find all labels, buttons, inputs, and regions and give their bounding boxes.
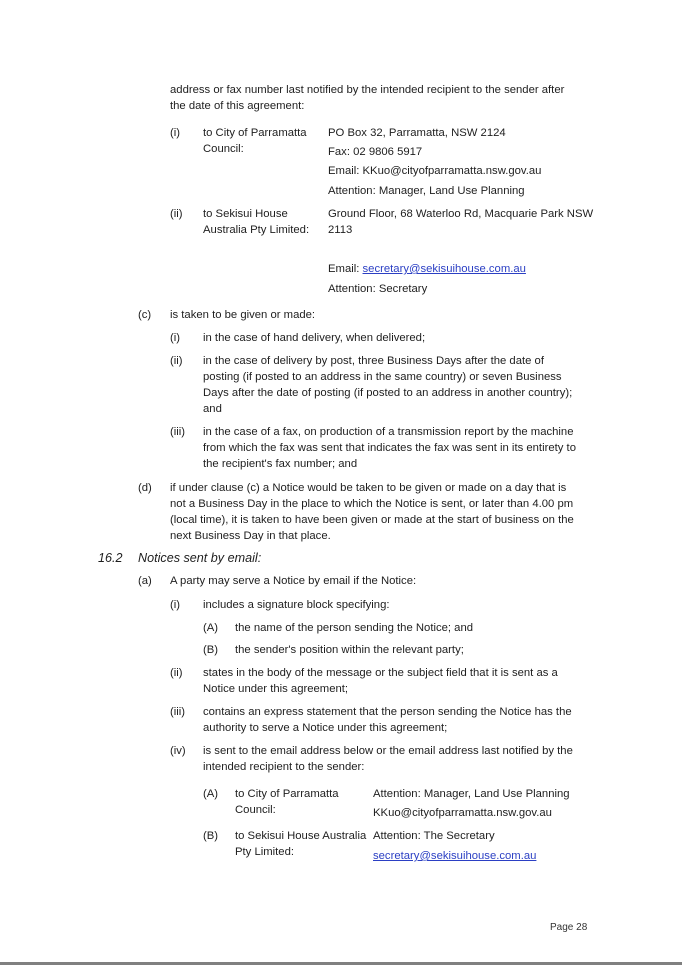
clause-text: A party may serve a Notice by email if the Notice: xyxy=(170,575,417,587)
recipient-email-line xyxy=(328,261,526,277)
clause-label: (c) xyxy=(138,309,152,321)
intro-line: address or fax number last notified by the intended recipient to the sender after xyxy=(170,84,565,96)
recipient-email: KKuo@cityofparramatta.nsw.gov.au xyxy=(373,807,552,819)
email-prefix: Email: xyxy=(328,263,363,275)
recipient-name: Council: xyxy=(235,804,276,816)
sublist-text: the name of the person sending the Notice; and xyxy=(235,622,474,634)
sublist-label: (A) xyxy=(203,788,219,800)
section-title: Notices sent by email: xyxy=(138,551,262,565)
list-label: (i) xyxy=(170,599,181,611)
sublist-label: (A) xyxy=(203,622,219,634)
clause-text: next Business Day in that place. xyxy=(170,530,331,542)
list-label: (iii) xyxy=(170,706,186,718)
clause-text: is taken to be given or made: xyxy=(170,309,316,321)
list-text: states in the body of the message or the subject field that it is sent as a xyxy=(203,667,558,679)
list-label: (i) xyxy=(170,332,181,344)
sublist-label: (B) xyxy=(203,830,219,842)
list-text: from which the fax was sent that indicates the fax was sent in its entirety to xyxy=(203,442,576,454)
list-label: (i) xyxy=(170,127,181,139)
list-text: is sent to the email address below or the email address last notified by the xyxy=(203,745,573,757)
recipient-address: Ground Floor, 68 Waterloo Rd, Macquarie Park NSW xyxy=(328,208,594,220)
page-number: Page 28 xyxy=(550,922,588,933)
list-text: in the case of a fax, on production of a transmission report by the machine xyxy=(203,426,574,438)
sublist-label: (B) xyxy=(203,644,219,656)
clause-label: (a) xyxy=(138,575,152,587)
email-link[interactable]: secretary@sekisuihouse.com.au xyxy=(362,263,526,275)
recipient-name: Council: xyxy=(203,143,244,155)
list-text: Days after the date of posting (if posted to an address in another country); xyxy=(203,387,573,399)
list-text: in the case of hand delivery, when delivered; xyxy=(203,332,426,344)
list-label: (iv) xyxy=(170,745,186,757)
clause-text: not a Business Day in the place to which the Notice is sent, or later than 4.00 pm xyxy=(170,498,574,510)
recipient-name: to City of Parramatta xyxy=(235,788,339,800)
recipient-name: Pty Limited: xyxy=(235,846,295,858)
recipient-name: Australia Pty Limited: xyxy=(203,224,310,236)
recipient-attention: Attention: Manager, Land Use Planning xyxy=(328,185,525,197)
clause-text: if under clause (c) a Notice would be taken to be given or made on a day that is xyxy=(170,482,567,494)
list-text: in the case of delivery by post, three Business Days after the date of xyxy=(203,355,544,367)
list-label: (iii) xyxy=(170,426,186,438)
email-link[interactable]: secretary@sekisuihouse.com.au xyxy=(373,850,537,862)
list-text: authority to serve a Notice under this agreement; xyxy=(203,722,448,734)
list-text: contains an express statement that the person sending the Notice has the xyxy=(203,706,572,718)
sublist-text: the sender's position within the relevant party; xyxy=(235,644,464,656)
list-text: and xyxy=(203,403,222,415)
clause-text: (local time), it is taken to have been given or made at the start of business on the xyxy=(170,514,574,526)
clause-label: (d) xyxy=(138,482,152,494)
list-label: (ii) xyxy=(170,667,183,679)
list-text: includes a signature block specifying: xyxy=(203,599,390,611)
recipient-address: PO Box 32, Parramatta, NSW 2124 xyxy=(328,127,506,139)
list-text: the recipient's fax number; and xyxy=(203,458,358,470)
recipient-attention: Attention: The Secretary xyxy=(373,830,495,842)
recipient-name: to City of Parramatta xyxy=(203,127,307,139)
list-text: intended recipient to the sender: xyxy=(203,761,365,773)
recipient-name: to Sekisui House xyxy=(203,208,288,220)
list-text: Notice under this agreement; xyxy=(203,683,349,695)
recipient-fax: Fax: 02 9806 5917 xyxy=(328,146,423,158)
list-label: (ii) xyxy=(170,355,183,367)
section-number: 16.2 xyxy=(98,551,123,565)
list-text: posting (if posted to an address in the same country) or seven Business xyxy=(203,371,562,383)
recipient-address: 2113 xyxy=(328,224,353,236)
recipient-name: to Sekisui House Australia xyxy=(235,830,367,842)
recipient-email: Email: KKuo@cityofparramatta.nsw.gov.au xyxy=(328,165,542,177)
list-label: (ii) xyxy=(170,208,183,220)
recipient-attention: Attention: Manager, Land Use Planning xyxy=(373,788,570,800)
recipient-attention: Attention: Secretary xyxy=(328,283,428,295)
intro-line: the date of this agreement: xyxy=(170,100,305,112)
